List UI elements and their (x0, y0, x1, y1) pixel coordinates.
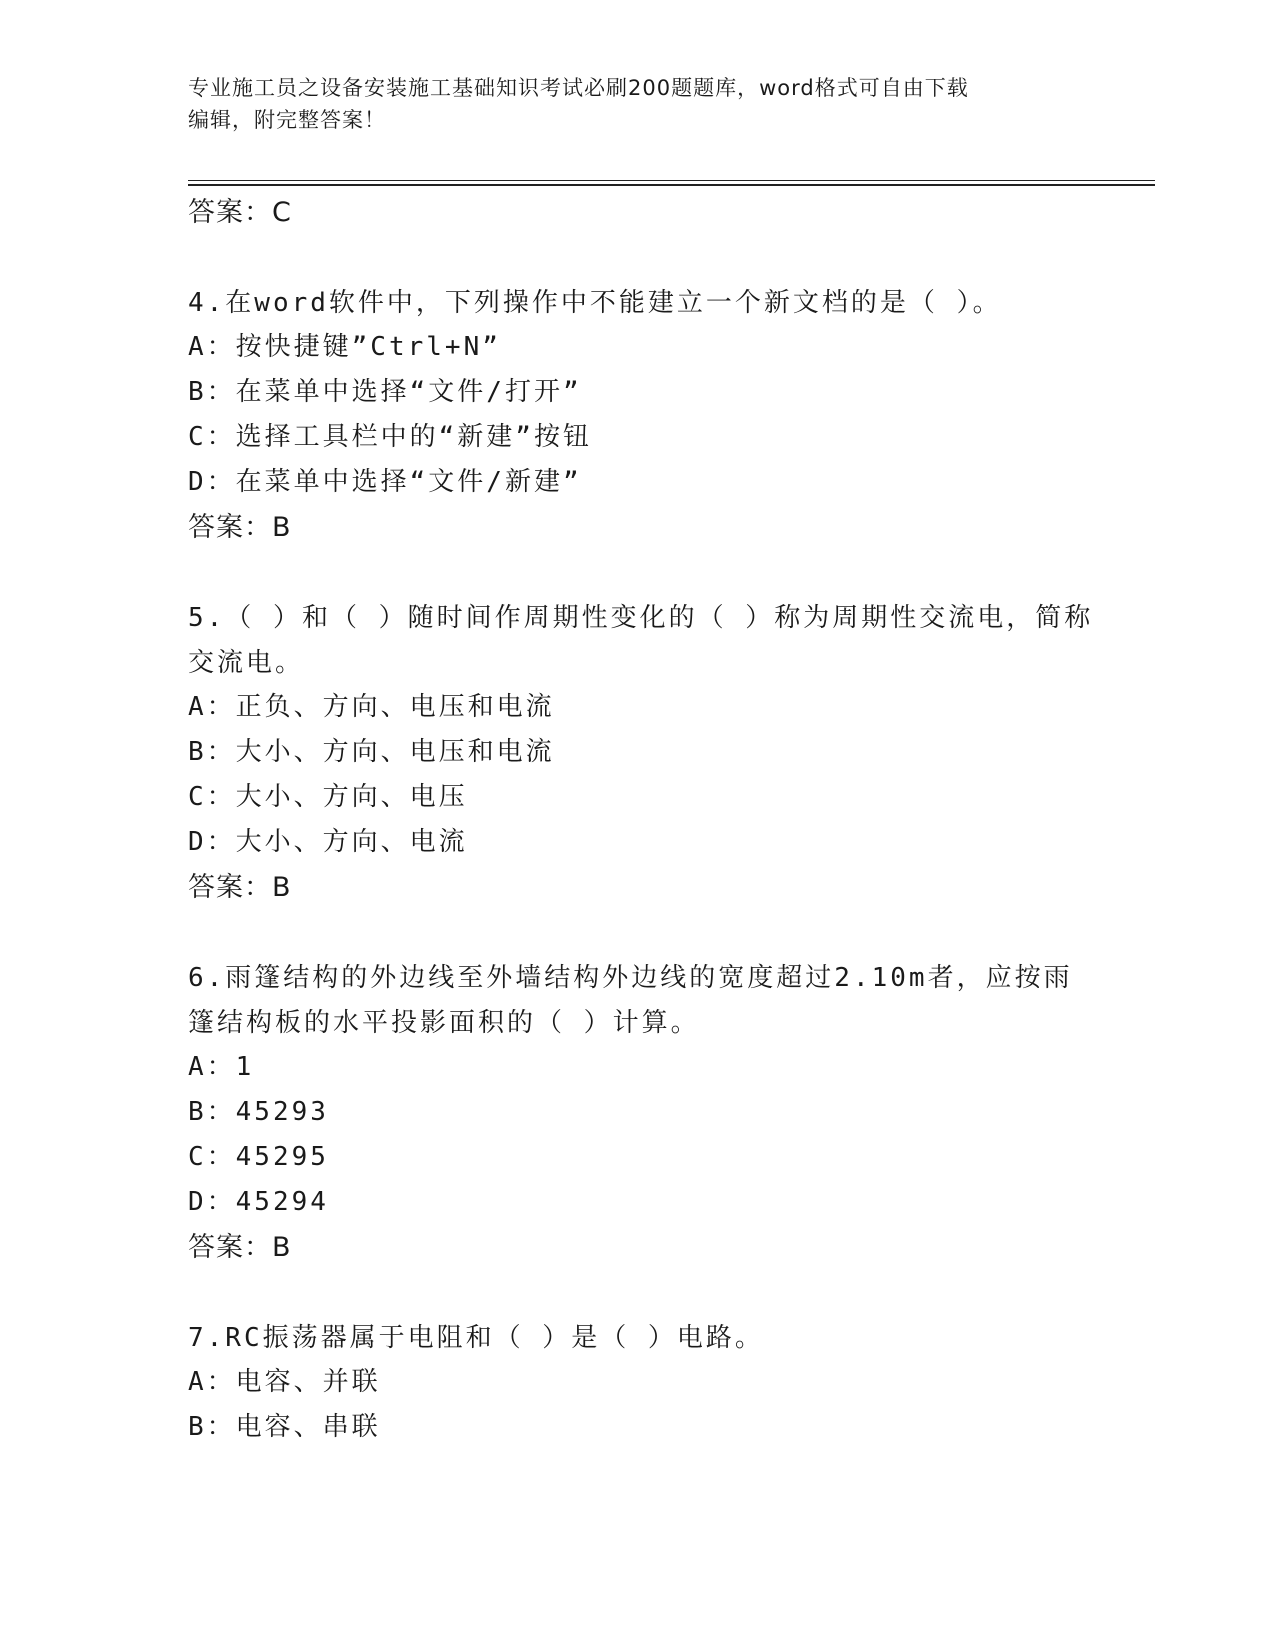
answer-q5: 答案：B (188, 872, 292, 903)
header-rule-thin (188, 180, 1155, 181)
question-stem-line-1: 5.（ ）和（ ）随时间作周期性变化的（ ）称为周期性交流电，简称 (188, 603, 1094, 633)
header-title-line-1: 专业施工员之设备安装施工基础知识考试必刷200题题库，word格式可自由下载 (188, 76, 969, 100)
question-stem: 7.RC振荡器属于电阻和（ ）是（ ）电路。 (188, 1323, 764, 1353)
document-header (188, 72, 1088, 136)
option-a: A：电容、并联 (188, 1367, 381, 1397)
option-a: A：正负、方向、电压和电流 (188, 692, 555, 722)
spacer (188, 235, 1088, 280)
spacer (188, 910, 1088, 955)
option-a: A：按快捷键”Ctrl+N” (188, 332, 501, 362)
header-title-line-2: 编辑，附完整答案！ (188, 108, 386, 132)
option-c: C：选择工具栏中的“新建”按钮 (188, 422, 592, 452)
option-b: B：电容、串联 (188, 1412, 381, 1442)
question-stem-line-2: 交流电。 (188, 648, 305, 678)
option-b: B：45293 (188, 1097, 329, 1127)
question-stem: 4.在word软件中，下列操作中不能建立一个新文档的是（ ）。 (188, 288, 1002, 318)
question-stem-line-1: 6.雨篷结构的外边线至外墙结构外边线的宽度超过2.10m者，应按雨 (188, 963, 1073, 993)
option-c: C：45295 (188, 1142, 329, 1172)
answer-q6: 答案：B (188, 1232, 292, 1263)
answer-q4: 答案：B (188, 512, 292, 543)
header-rule-thick (188, 184, 1155, 186)
question-7 (188, 1315, 1088, 1450)
document-body (188, 190, 1094, 1450)
option-b: B：大小、方向、电压和电流 (188, 737, 555, 767)
option-d: D：大小、方向、电流 (188, 827, 468, 857)
option-b: B：在菜单中选择“文件/打开” (188, 377, 582, 407)
option-d: D：在菜单中选择“文件/新建” (188, 467, 582, 497)
question-4 (188, 280, 1088, 550)
question-stem-line-2: 篷结构板的水平投影面积的（ ）计算。 (188, 1008, 700, 1038)
question-5 (188, 595, 1094, 910)
option-a: A：1 (188, 1052, 255, 1082)
question-6 (188, 955, 1088, 1270)
answer-q3: 答案：C (188, 197, 292, 228)
option-d: D：45294 (188, 1187, 329, 1217)
option-c: C：大小、方向、电压 (188, 782, 468, 812)
spacer (188, 1270, 1088, 1315)
spacer (188, 550, 1088, 595)
